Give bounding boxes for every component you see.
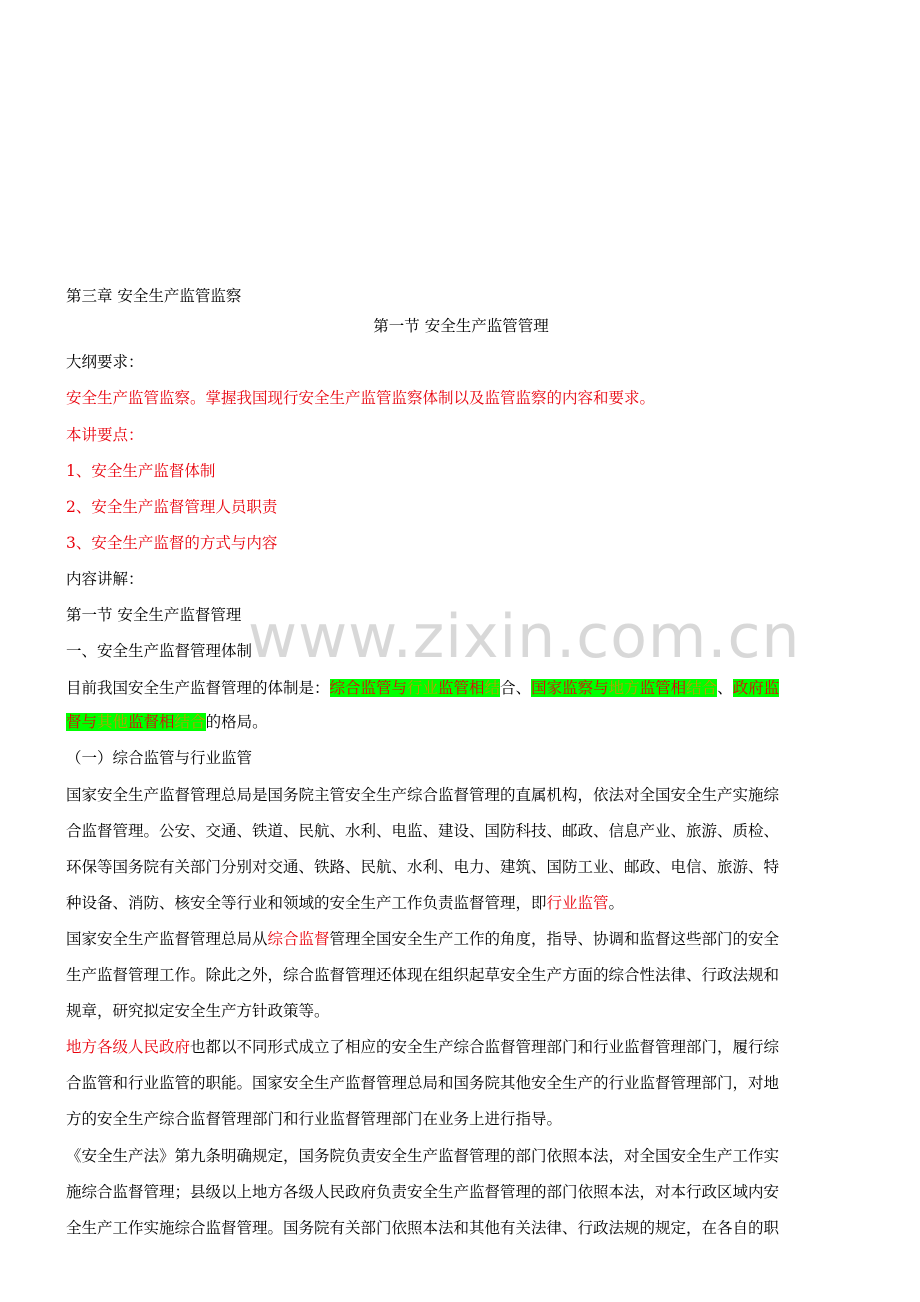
paragraph-2-line: 国家安全生产监督管理总局从综合监督管理全国安全生产工作的角度，指导、协调和监督这些部门的安全 bbox=[66, 930, 780, 948]
paragraph-3-line: 地方各级人民政府也都以不同形式成立了相应的安全生产综合监督管理部门和行业监督管理部门，履行综 bbox=[66, 1038, 780, 1056]
paragraph-2-line: 规章，研究拟定安全生产方针政策等。 bbox=[66, 1002, 330, 1020]
comprehensive-supervision-term: 综合监督 bbox=[267, 930, 330, 948]
highlight-phrase-3: 政府监 bbox=[732, 679, 780, 697]
keypoints-label: 本讲要点： bbox=[66, 426, 144, 444]
paragraph-4-line: 《安全生产法》第九条明确规定，国务院负责安全生产监督管理的部门依照本法，对全国安全生产工作实 bbox=[66, 1147, 780, 1165]
outline-text: 安全生产监管监察。掌握我国现行安全生产监管监察体制以及监管监察的内容和要求。 bbox=[66, 389, 656, 407]
system-line-2 bbox=[66, 712, 268, 732]
keypoint-item: 3、安全生产监督的方式与内容 bbox=[66, 534, 278, 552]
paragraph-2-line: 生产监督管理工作。除此之外，综合监督管理还体现在组织起草安全生产方面的综合性法律、行政法规和 bbox=[66, 966, 780, 984]
highlight-phrase-3-cont: 督与其他监督相结合 bbox=[66, 713, 206, 731]
chapter-title: 第三章 安全生产监管监察 bbox=[66, 287, 242, 305]
highlight-phrase-2: 国家监察与地方监管相结合 bbox=[531, 679, 718, 697]
keypoint-item: 2、安全生产监督管理人员职责 bbox=[66, 498, 278, 516]
industry-supervision-term: 行业监管 bbox=[546, 894, 609, 912]
system-outro: 的格局。 bbox=[205, 713, 268, 731]
paragraph-1-line: 种设备、消防、核安全等行业和领域的安全生产工作负责监督管理，即行业监管。 bbox=[66, 894, 625, 912]
section-heading: 第一节 安全生产监督管理 bbox=[66, 606, 242, 624]
paragraph-1-line: 国家安全生产监督管理总局是国务院主管安全生产综合监督管理的直属机构，依法对全国安全生产实施综 bbox=[66, 786, 780, 804]
system-intro: 目前我国安全生产监督管理的体制是： bbox=[66, 679, 330, 697]
paragraph-1-line: 合监督管理。公安、交通、铁道、民航、水利、电监、建设、国防科技、邮政、信息产业、旅游、质检、 bbox=[66, 822, 780, 840]
highlight-phrase-1: 综合监管与行业监管相结 bbox=[329, 679, 501, 697]
paragraph-3-line: 方的安全生产综合监督管理部门和行业监督管理部门在业务上进行指导。 bbox=[66, 1110, 563, 1128]
subheading-comprehensive: （一）综合监管与行业监管 bbox=[66, 749, 253, 767]
local-government-term: 地方各级人民政府 bbox=[66, 1038, 191, 1056]
paragraph-4-line: 施综合监督管理；县级以上地方各级人民政府负责安全生产监督管理的部门依照本法，对本行政区域内安 bbox=[66, 1183, 780, 1201]
system-line-1: 目前我国安全生产监督管理的体制是：综合监管与行业监管相结合、国家监察与地方监管相结合、政府监 bbox=[66, 679, 780, 697]
section-title-center: 第一节 安全生产监管管理 bbox=[373, 317, 549, 335]
outline-label: 大纲要求： bbox=[66, 353, 144, 371]
content-label: 内容讲解： bbox=[66, 570, 144, 588]
paragraph-1-line: 环保等国务院有关部门分别对交通、铁路、民航、水利、电力、建筑、国防工业、邮政、电信、旅游、特 bbox=[66, 858, 780, 876]
paragraph-3-line: 合监管和行业监管的职能。国家安全生产监督管理总局和国务院其他安全生产的行业监督管理部门，对地 bbox=[66, 1074, 780, 1092]
paragraph-4-line: 全生产工作实施综合监督管理。国务院有关部门依照本法和其他有关法律、行政法规的规定，在各自的职 bbox=[66, 1219, 780, 1237]
watermark: www.zixin.com.cn bbox=[248, 602, 801, 672]
keypoint-item: 1、安全生产监督体制 bbox=[66, 462, 216, 480]
subheading-system: 一、安全生产监督管理体制 bbox=[66, 642, 253, 660]
